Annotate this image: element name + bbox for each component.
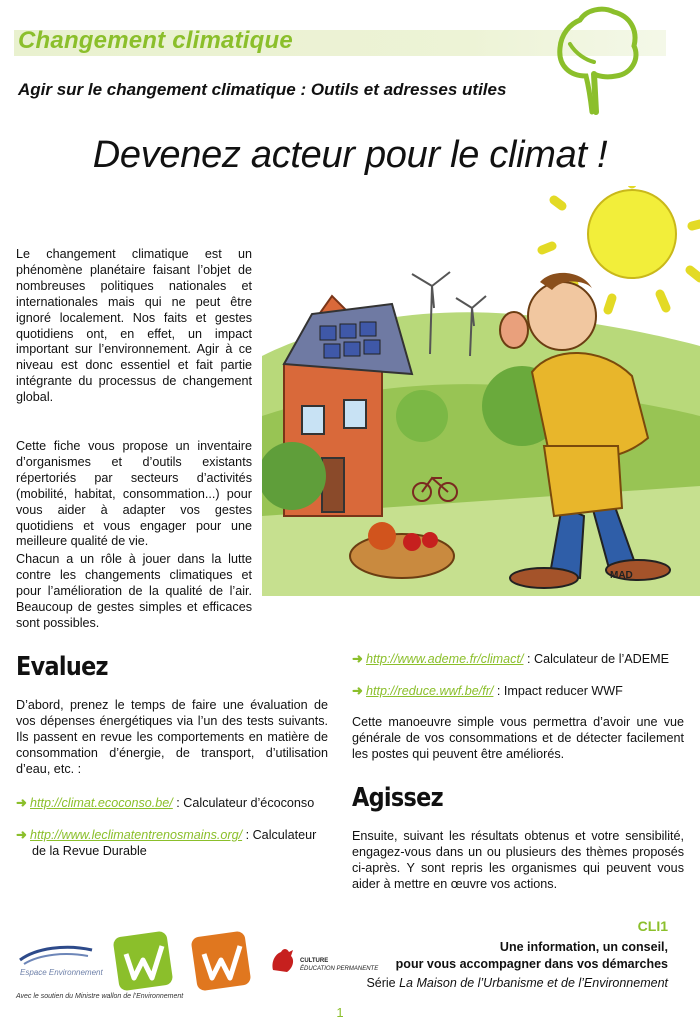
- ecoconso-desc: : Calculateur d’écoconso: [172, 796, 315, 810]
- wwf-desc: : Impact reducer WWF: [493, 684, 623, 698]
- header-subtitle: Agir sur le changement climatique : Outils et adresses utiles: [18, 80, 507, 99]
- revue-durable-link[interactable]: http://www.leclimatentrenosmains.org/: [30, 828, 243, 842]
- revue-durable-desc-cont: de la Revue Durable: [32, 844, 147, 858]
- agissez-heading: Agissez: [352, 783, 443, 813]
- green-arrow-icon: ➜: [352, 683, 363, 698]
- sheet-code: CLI1: [637, 918, 668, 934]
- climate-illustration: [262, 186, 700, 596]
- evaluez-text: D’abord, prenez le temps de faire une évaluation de vos dépenses énergétiques via l’un des tests suivants. Ils passent en revue les comportements en matière de consommation d’énergie, de transport, d’utilisation d’eau, etc. :: [16, 698, 328, 776]
- illustration-signature: MAD: [610, 570, 633, 581]
- footer-tagline-1: Une information, un conseil,: [499, 940, 668, 954]
- espace-environnement-logo: [16, 940, 96, 968]
- green-arrow-icon: ➜: [16, 827, 27, 842]
- agissez-text: Ensuite, suivant les résultats obtenus et votre sensibilité, engagez-vous dans un ou plusieurs des thèmes proposés ci-après. Y sont repris les organismes qui peuvent vous aider à mettre en œuvre vos actions.: [352, 829, 684, 891]
- overview-text: Cette manoeuvre simple vous permettra d’avoir une vue générale de vos consommations et de détecter facilement les postes qui peuvent être améliorés.: [352, 715, 684, 761]
- espace-environnement-label: Espace Environnement: [20, 968, 103, 977]
- footer-series: Série La Maison de l’Urbanisme et de l’Environnement: [366, 976, 668, 990]
- link-revue-durable: [16, 827, 332, 859]
- wallonie-orange-logo: [190, 930, 252, 992]
- link-ecoconso: [16, 795, 332, 811]
- culture-label: CULTURE ÉDUCATION PERMANENTE: [300, 958, 379, 972]
- green-arrow-icon: ➜: [16, 795, 27, 810]
- ecoconso-link[interactable]: http://climat.ecoconso.be/: [30, 796, 173, 810]
- wwf-link[interactable]: http://reduce.wwf.be/fr/: [366, 684, 494, 698]
- support-text: Avec le soutien du Ministre wallon de l’Environnement: [16, 993, 184, 1000]
- header-title: Changement climatique: [18, 27, 293, 54]
- ademe-desc: : Calculateur de l’ADEME: [523, 652, 670, 666]
- evaluez-heading: Evaluez: [16, 652, 108, 682]
- link-ademe: [352, 651, 688, 667]
- intro-paragraph-3: Chacun a un rôle à jouer dans la lutte contre les changements climatiques et pour l’amélioration de la qualité de l’air. Beaucoup de gestes simples et efficaces sont possibles.: [16, 552, 252, 630]
- wallonie-green-logo: [112, 930, 174, 992]
- rooster-logo-icon: [267, 944, 299, 976]
- page-number: 1: [336, 1005, 344, 1020]
- intro-paragraph-1: Le changement climatique est un phénomène planétaire faisant l’objet de nombreuses politiques nationales et internationales mais qui ne peut être ignoré localement. Nos faits et gestes quotidiens ont, en effet, un impact important sur l’environnement. Agir à ce niveau est donc essentiel et fait partie intégrante du processus de changement global.: [16, 247, 252, 405]
- link-wwf: [352, 683, 688, 699]
- intro-paragraph-2: Cette fiche vous propose un inventaire d’organismes et d’outils existants répertoriés par secteurs d’activités (mobilité, habitat, consommation...) pour vous aider à adapter vos gestes quotidiens et vous engager pour une meilleure qualité de vie.: [16, 439, 252, 549]
- ademe-link[interactable]: http://www.ademe.fr/climact/: [366, 652, 524, 666]
- page-title: Devenez acteur pour le climat !: [92, 134, 608, 176]
- tree-logo-icon: [540, 4, 650, 116]
- revue-durable-desc: : Calculateur: [242, 828, 317, 842]
- footer-tagline-2: pour vous accompagner dans vos démarches: [395, 957, 668, 971]
- green-arrow-icon: ➜: [352, 651, 363, 666]
